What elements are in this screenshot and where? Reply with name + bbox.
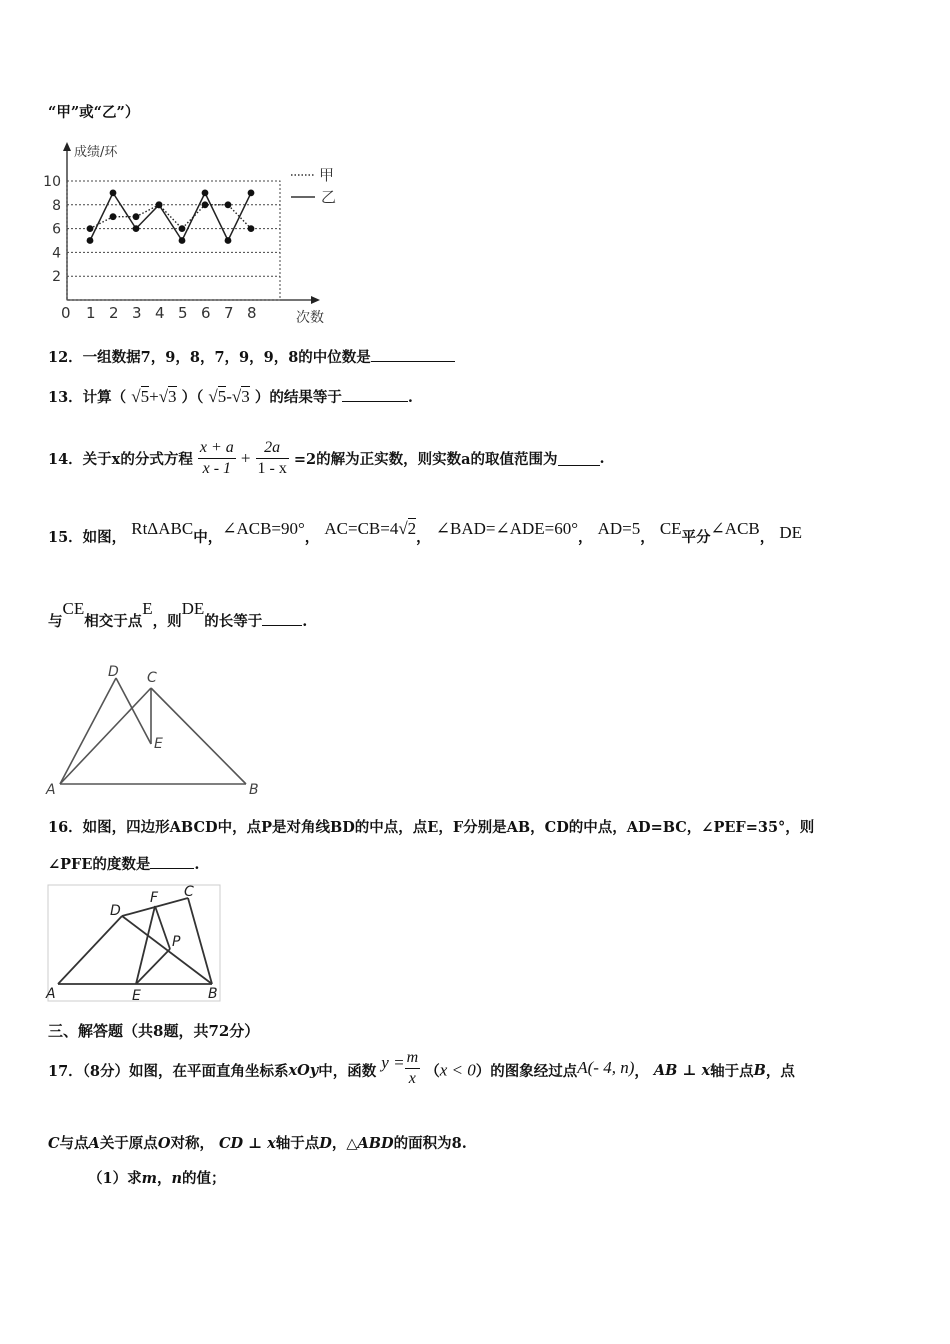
- q17-point-c: C: [48, 1135, 60, 1152]
- q17-comma: ，: [634, 1063, 649, 1080]
- q17-origin: O: [157, 1135, 171, 1152]
- seg-cb: [188, 898, 212, 984]
- q17-l2-a: 与点: [59, 1135, 89, 1152]
- series-point-乙: [248, 190, 255, 197]
- question-16-line-1: 16．如图，四边形ABCD中，点P是对角线BD的中点，点E，F分别是AB，CD的中点，AD=BC，∠PEF=35°，则: [48, 819, 815, 836]
- y-axis-arrow: [63, 142, 71, 151]
- y-axis-label: 成绩/环: [74, 145, 118, 160]
- q17-sub1-comma: ，: [156, 1170, 172, 1187]
- label-p: P: [172, 934, 181, 950]
- series-point-乙: [202, 190, 209, 197]
- series-point-甲: [110, 213, 117, 220]
- q13-prefix: 13．计算（: [48, 389, 127, 406]
- q13-plus: +: [149, 387, 159, 406]
- q15-answer-blank[interactable]: [262, 611, 302, 626]
- q15-comma3: ，: [578, 529, 593, 546]
- q14-answer-blank[interactable]: [558, 451, 600, 466]
- section-heading: 三、解答题（共8题，共72分）: [48, 1022, 260, 1040]
- label-d: D: [108, 664, 119, 680]
- figure-16: [40, 882, 230, 1006]
- q17-triangle-abd: △ABD: [346, 1135, 394, 1152]
- x-tick-label: 5: [178, 304, 188, 322]
- q17-l2-f: 的面积为8.: [393, 1135, 467, 1152]
- q13-mid: ）（: [181, 389, 204, 406]
- question-17-line-1: [48, 1050, 795, 1091]
- q15-de: DE: [779, 523, 802, 542]
- y-tick-label: 10: [43, 174, 61, 190]
- question-15-line-1: [48, 519, 802, 547]
- q15-comma5: ，: [759, 529, 775, 546]
- question-12: [48, 346, 455, 367]
- q17-l2-d: 轴于点: [275, 1135, 320, 1152]
- question-14: [48, 438, 605, 479]
- label-e: E: [132, 988, 141, 1004]
- x-tick-label: 3: [132, 304, 142, 322]
- question-15-line-2: [48, 599, 308, 631]
- label-b: B: [249, 782, 259, 798]
- q15-comma2: ，: [416, 529, 431, 546]
- q17-y-eq: y =: [381, 1052, 405, 1072]
- question-17-line-2: [48, 1132, 467, 1153]
- y-tick-label: 4: [52, 245, 61, 262]
- label-a: A: [46, 782, 56, 798]
- legend-yi-label: 乙: [321, 188, 337, 206]
- series-point-乙: [225, 237, 232, 244]
- q17-sub1-prefix: （1）求: [88, 1170, 142, 1187]
- y-tick-label: 8: [52, 197, 61, 214]
- header-line: “甲”或“乙”）: [48, 104, 140, 121]
- q14-fraction-1: $\frac{x + a}{x - 1}$: [199, 439, 234, 477]
- legend-jia-label: 甲: [319, 166, 335, 184]
- q15-mid2: 相交于点: [84, 613, 143, 630]
- q15-mid1: 中，: [193, 529, 223, 546]
- q14-prefix: 14．关于x的分式方程: [48, 451, 193, 468]
- x-tick-label: 0: [61, 304, 71, 322]
- series-point-乙: [87, 237, 94, 244]
- question-16-line-2: [48, 853, 199, 874]
- seg-db: [122, 916, 212, 984]
- x-tick-label: 8: [247, 304, 257, 322]
- question-17-part-1: [88, 1167, 225, 1188]
- x-tick-label: 2: [109, 304, 119, 322]
- q17-paren-l: （: [425, 1063, 440, 1080]
- x-tick-label: 1: [86, 304, 96, 322]
- q15-comma4: ，: [640, 529, 655, 546]
- figure-15: [40, 660, 280, 800]
- q15-point-e: E: [142, 599, 153, 618]
- q15-rt-abc: RtΔABC: [131, 519, 194, 538]
- series-point-乙: [110, 190, 117, 197]
- question-13: [48, 386, 413, 407]
- q17-ab-perp: AB ⊥ x: [653, 1062, 711, 1079]
- q12-text: 12．一组数据7，9，8，7，9，9，8的中位数是: [48, 349, 371, 366]
- q15-prefix: 15．如图，: [48, 529, 127, 546]
- series-point-乙: [133, 225, 140, 232]
- q13-end: .: [407, 389, 413, 406]
- q16-answer-blank[interactable]: [150, 854, 194, 869]
- label-d: D: [110, 903, 121, 919]
- q17-l2-b: 关于原点: [99, 1135, 158, 1152]
- score-line-chart: [40, 138, 360, 330]
- q13-sqrt3: √3: [158, 387, 177, 406]
- series-point-乙: [179, 237, 186, 244]
- q17-point-a2: A: [88, 1135, 100, 1152]
- q15-suffix: 的长等于: [204, 613, 263, 630]
- q13-minus: -: [226, 387, 232, 406]
- series-point-甲: [225, 201, 232, 208]
- seg-ac: [60, 688, 151, 784]
- q17-condition: x < 0: [439, 1060, 476, 1080]
- label-b: B: [208, 986, 218, 1002]
- seg-ad: [58, 916, 122, 984]
- q17-mid3: 轴于点: [710, 1063, 754, 1080]
- q17-end1: ，点: [765, 1063, 795, 1080]
- q13-answer-blank[interactable]: [342, 387, 408, 402]
- q15-angle-acb2: ∠ACB: [710, 519, 760, 538]
- q13-sqrt5: √5: [131, 387, 150, 406]
- q17-l2-e: ，: [331, 1135, 347, 1152]
- q17-mid1: 中，函数: [318, 1063, 377, 1080]
- q17-prefix: 17．（8分）如图，在平面直角坐标系: [48, 1063, 289, 1080]
- x-tick-label: 7: [224, 304, 234, 322]
- q13-suffix: ）的结果等于: [254, 389, 342, 406]
- x-axis-label: 次数: [296, 310, 324, 326]
- y-tick-label: 2: [52, 269, 61, 286]
- label-a: A: [46, 986, 56, 1002]
- seg-cb: [151, 688, 246, 784]
- label-c: C: [147, 670, 157, 686]
- q17-point-b: B: [753, 1062, 766, 1079]
- label-e: E: [154, 736, 163, 752]
- x-tick-label: 6: [201, 304, 211, 322]
- q15-comma1: ，: [304, 529, 320, 546]
- q15-bisects: 平分: [681, 529, 711, 546]
- label-c: C: [184, 884, 194, 900]
- q17-point-a: A(- 4, n): [577, 1057, 635, 1077]
- q15-ad: AD=5: [597, 519, 641, 538]
- q14-suffix: =2的解为正实数，则实数a的取值范围为: [293, 451, 558, 468]
- legend: [291, 166, 336, 206]
- q17-sub1-suffix: 的值；: [181, 1170, 226, 1187]
- q15-mid3: ，则: [152, 613, 182, 630]
- q15-ac-cb: AC=CB=4√2: [324, 519, 417, 538]
- series-point-乙: [156, 201, 163, 208]
- q14-plus: +: [240, 448, 251, 468]
- q15-ce2: CE: [62, 599, 85, 618]
- q15-end: .: [302, 613, 308, 630]
- q13-sqrt5b: √5: [208, 387, 227, 406]
- q17-paren-r: ）的图象经过点: [475, 1063, 578, 1080]
- series-point-甲: [87, 225, 94, 232]
- q15-angle-bad: ∠BAD=∠ADE=60°: [435, 519, 579, 538]
- series-point-甲: [133, 213, 140, 220]
- x-tick-label: 4: [155, 304, 165, 322]
- series-point-甲: [179, 225, 186, 232]
- q13-sqrt3b: √3: [231, 387, 250, 406]
- q16-end: .: [194, 856, 200, 873]
- q17-point-d: D: [319, 1135, 332, 1152]
- q15-de2: DE: [181, 599, 205, 618]
- q17-xoy: xOy: [288, 1062, 319, 1079]
- seg-ad: [60, 678, 116, 784]
- q17-cd-perp: CD ⊥ x: [219, 1135, 276, 1152]
- seg-ef: [136, 906, 155, 984]
- q15-l2-prefix: 与: [48, 613, 63, 630]
- q15-angle-acb: ∠ACB=90°: [222, 519, 305, 538]
- q16-l2-text: ∠PFE的度数是: [48, 856, 151, 873]
- q17-fraction: $\frac{m}{x}$: [406, 1049, 419, 1087]
- q12-answer-blank[interactable]: [371, 347, 455, 362]
- q17-var-n: n: [171, 1170, 182, 1187]
- y-tick-label: 6: [52, 221, 61, 238]
- q17-l2-c2: 对称，: [170, 1135, 214, 1152]
- q15-ce: CE: [659, 519, 682, 538]
- series-point-甲: [202, 201, 209, 208]
- q17-var-m: m: [141, 1170, 157, 1187]
- seg-de: [116, 678, 151, 744]
- q14-end: .: [599, 450, 605, 467]
- x-axis-arrow: [311, 296, 320, 304]
- series-point-甲: [248, 225, 255, 232]
- label-f: F: [150, 890, 159, 906]
- q14-fraction-2: $\frac{2a}{1 - x}$: [257, 439, 287, 477]
